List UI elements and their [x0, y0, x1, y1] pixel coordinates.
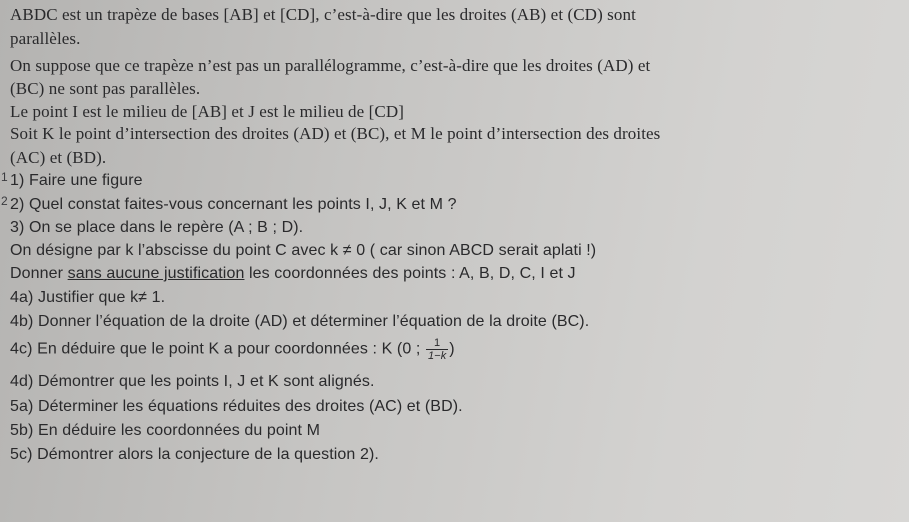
midpoints-line: Le point I est le milieu de [AB] et J est le milieu de [CD]	[10, 102, 404, 121]
margin-mark-2: 2	[1, 194, 8, 208]
question-4d: 4d) Démontrer que les points I, J et K sont alignés.	[10, 373, 375, 390]
intro-line-2: parallèles.	[10, 29, 81, 48]
margin-mark-1: 1	[1, 170, 8, 184]
question-4a: 4a) Justifier que k≠ 1.	[10, 289, 166, 306]
no-justification-underlined: sans aucune justification	[67, 265, 245, 282]
question-3-abscissa: On désigne par k l’abscisse du point C avec k ≠ 0 ( car sinon ABCD serait aplati !)	[10, 242, 597, 259]
hypothesis-line-1: On suppose que ce trapèze n’est pas un parallélogramme, c’est-à-dire que les droites (AD) et	[10, 56, 651, 75]
coordinates-text-start: Donner	[10, 265, 68, 282]
question-5a: 5a) Déterminer les équations réduites des droites (AC) et (BD).	[10, 398, 463, 415]
question-2: 2) Quel constat faites-vous concernant les points I, J, K et M ?	[10, 196, 457, 213]
question-5b: 5b) En déduire les coordonnées du point M	[10, 422, 321, 439]
fraction-denominator: 1−k	[427, 350, 447, 362]
fraction	[426, 337, 448, 362]
intro-line-1: ABDC est un trapèze de bases [AB] et [CD], c’est-à-dire que les droites (AB) et (CD) sont	[10, 5, 636, 24]
question-3: 3) On se place dans le repère (A ; B ; D).	[10, 219, 304, 236]
question-1: 1) Faire une figure	[10, 172, 143, 189]
question-4c-text: 4c) En déduire que le point K a pour coordonnées : K (0 ;	[10, 340, 425, 358]
hypothesis-line-2: (BC) ne sont pas parallèles.	[10, 79, 201, 98]
coordinates-text-end: les coordonnées des points : A, B, D, C, I et J	[244, 265, 576, 282]
question-5c: 5c) Démontrer alors la conjecture de la question 2).	[10, 446, 379, 463]
question-4c-close: )	[449, 340, 455, 358]
question-3-coordinates	[10, 263, 576, 285]
question-4b: 4b) Donner l’équation de la droite (AD) et déterminer l’équation de la droite (BC).	[10, 313, 590, 330]
intersection-line-2: (AC) et (BD).	[10, 148, 107, 167]
question-4c	[10, 337, 455, 362]
intersection-line-1: Soit K le point d’intersection des droites (AD) et (BC), et M le point d’intersection des droites	[10, 124, 661, 143]
fraction-numerator: 1	[426, 337, 448, 350]
